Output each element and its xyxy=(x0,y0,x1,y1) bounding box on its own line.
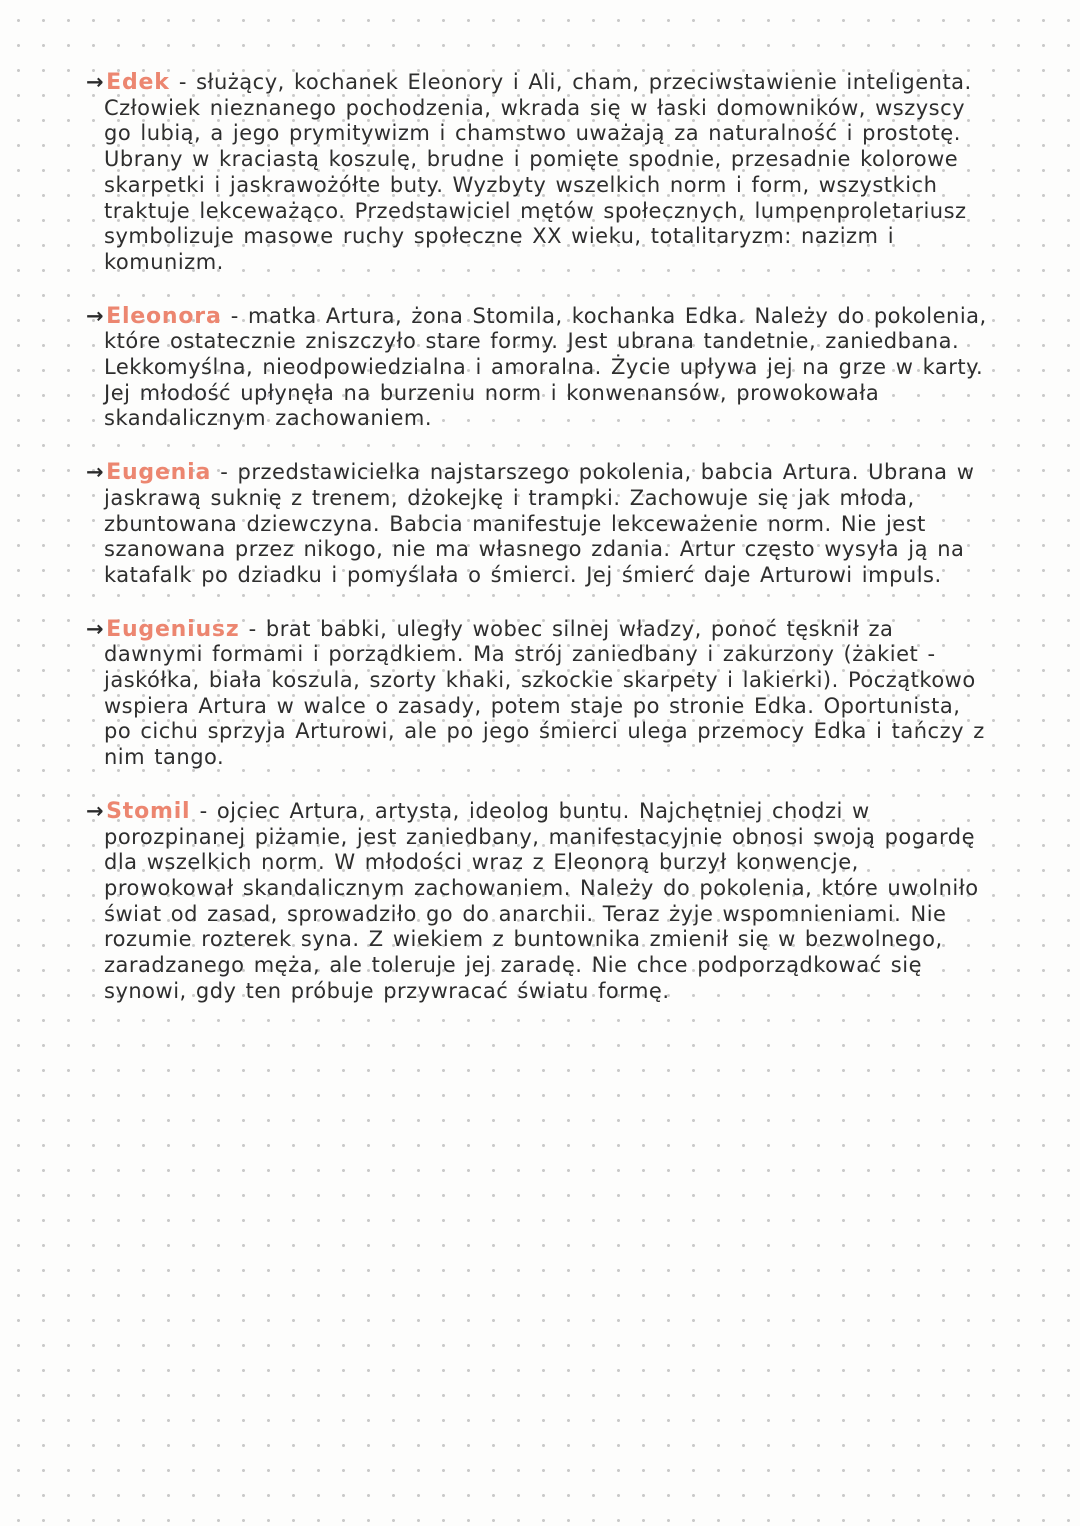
entry-paragraph xyxy=(86,303,990,433)
arrow-icon: → xyxy=(86,460,105,485)
character-entry-edek xyxy=(86,70,990,276)
character-name: Eugenia xyxy=(106,460,212,486)
arrow-icon: → xyxy=(86,616,105,641)
entry-paragraph xyxy=(86,616,990,771)
character-name: Eugeniusz xyxy=(106,616,240,642)
character-name: Eleonora xyxy=(106,303,222,329)
character-description: - brat babki, uległy wobec silnej władzy, ponoć tęsknił za dawnymi formami i porządkiem. Ma strój zaniedbany i zakurzony (żakiet - jaskółka, biała koszula, szorty khaki, szkockie skarpety i lakierki). Początkowo wspiera Artura w walce o zasady, potem staje po stronie Edka. Oportunista, po cichu sprzyja Arturowi, ale po jego śmierci ulega przemocy Edka i tańczy z nim tango. xyxy=(104,616,985,770)
character-entry-eleonora xyxy=(86,303,990,433)
entry-paragraph xyxy=(86,798,990,1005)
character-description: - ojciec Artura, artysta, ideolog buntu. Najchętniej chodzi w porozpinanej piżamie, jest zaniedbany, manifestacyjnie obnosi swoją pogardę dla wszelkich norm. W młodości wraz z Eleonorą burzył konwencje, prowokował skandalicznym zachowaniem. Należy do pokolenia, które uwolniło świat od zasad, sprowadziło go do anarchii. Teraz żyje wspomnieniami. Nie rozumie rozterek syna. Z wiekiem z buntownika zmienił się w bezwolnego, zaradzanego męża, ale toleruje jej zaradę. Nie chce podporządkować się synowi, gdy ten próbuje przywracać światu formę. xyxy=(104,798,979,1003)
arrow-icon: → xyxy=(86,303,105,328)
character-description: - służący, kochanek Eleonory i Ali, cham, przeciwstawienie inteligenta. Człowiek nieznanego pochodzenia, wkrada się w łaski domowników, wszyscy go lubią, a jego prymitywizm i chamstwo uważają za naturalność i prostotę. Ubrany w kraciastą koszulę, brudne i pomięte spodnie, przesadnie kolorowe skarpetki i jaskrawożółte buty. Wyzbyty wszelkich norm i form, wszystkich traktuje lekceważąco. Przedstawiciel mętów społecznych, lumpenproletariusz symbolizuje masowe ruchy społeczne XX wieku, totalitaryzm: nazizm i komunizm. xyxy=(104,70,972,274)
character-description: - przedstawicielka najstarszego pokolenia, babcia Artura. Ubrana w jaskrawą suknię z trenem, dżokejkę i trampki. Zachowuje się jak młoda, zbuntowana dziewczyna. Babcia manifestuje lekceważenie norm. Nie jest szanowana przez nikogo, nie ma własnego zdania. Artur często wysyła ją na katafalk po dziadku i pomyślała o śmierci. Jej śmierć daje Arturowi impuls. xyxy=(104,460,975,587)
entry-paragraph xyxy=(86,460,990,589)
character-entry-stomil xyxy=(86,798,990,1005)
entry-paragraph xyxy=(86,70,990,276)
character-name: Stomil xyxy=(106,798,191,824)
character-name: Edek xyxy=(106,70,170,95)
character-entry-eugeniusz xyxy=(86,616,990,771)
character-description: - matka Artura, żona Stomila, kochanka Edka. Należy do pokolenia, które ostatecznie zniszczyło stare formy. Jest ubrana tandetnie, zaniedbana. Lekkomyślna, nieodpowiedzialna i amoralna. Życie upływa jej na grze w karty. Jej młodość upłynęła na burzeniu norm i konwenansów, prowokowała skandalicznym zachowaniem. xyxy=(104,303,987,431)
arrow-icon: → xyxy=(86,70,105,94)
character-entry-eugenia xyxy=(86,460,990,589)
arrow-icon: → xyxy=(86,798,105,823)
